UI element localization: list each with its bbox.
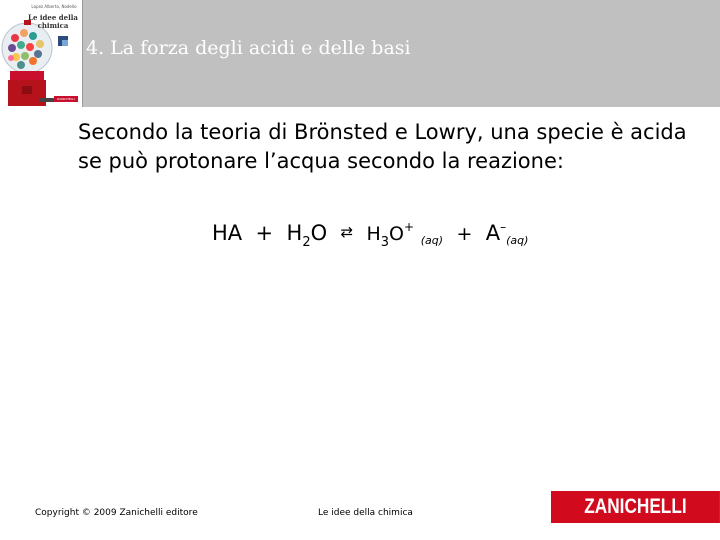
equilibrium-arrow-icon: ⇄ xyxy=(340,223,354,241)
water-subscript: 2 xyxy=(302,235,311,250)
cover-author: Lopez Alberto, Nodello xyxy=(31,4,77,9)
chemical-equation xyxy=(212,220,528,250)
book-cover-image xyxy=(0,0,83,107)
anion-a: A xyxy=(485,221,501,245)
hydronium-h: H xyxy=(366,223,381,245)
plus-sign-2: + xyxy=(456,223,473,245)
hydronium-charge: + xyxy=(404,220,415,234)
anion-charge: – xyxy=(500,220,507,234)
cover-title: Le idee della chimica xyxy=(28,13,78,30)
footer-copyright: Copyright © 2009 Zanichelli editore xyxy=(35,508,198,518)
anion-state: (aq) xyxy=(506,234,529,247)
hydronium-o: O xyxy=(389,223,405,245)
plus-sign: + xyxy=(255,221,274,245)
water-o: O xyxy=(310,221,328,245)
hydronium-state: (aq) xyxy=(420,234,444,247)
reactant-ha: HA xyxy=(212,221,243,245)
slide-title: 4. La forza degli acidi e delle basi xyxy=(86,37,411,59)
body-paragraph: Secondo la teoria di Brönsted e Lowry, una specie è acida se può protonare l’acqua secondo la reazione: xyxy=(78,120,687,173)
hydronium-subscript: 3 xyxy=(380,235,390,250)
publisher-logo: ZANICHELLI xyxy=(551,491,720,523)
water-h: H xyxy=(286,221,303,245)
cover-publisher: ZANICHELLI xyxy=(54,96,78,102)
footer-book-title: Le idee della chimica xyxy=(318,508,413,518)
